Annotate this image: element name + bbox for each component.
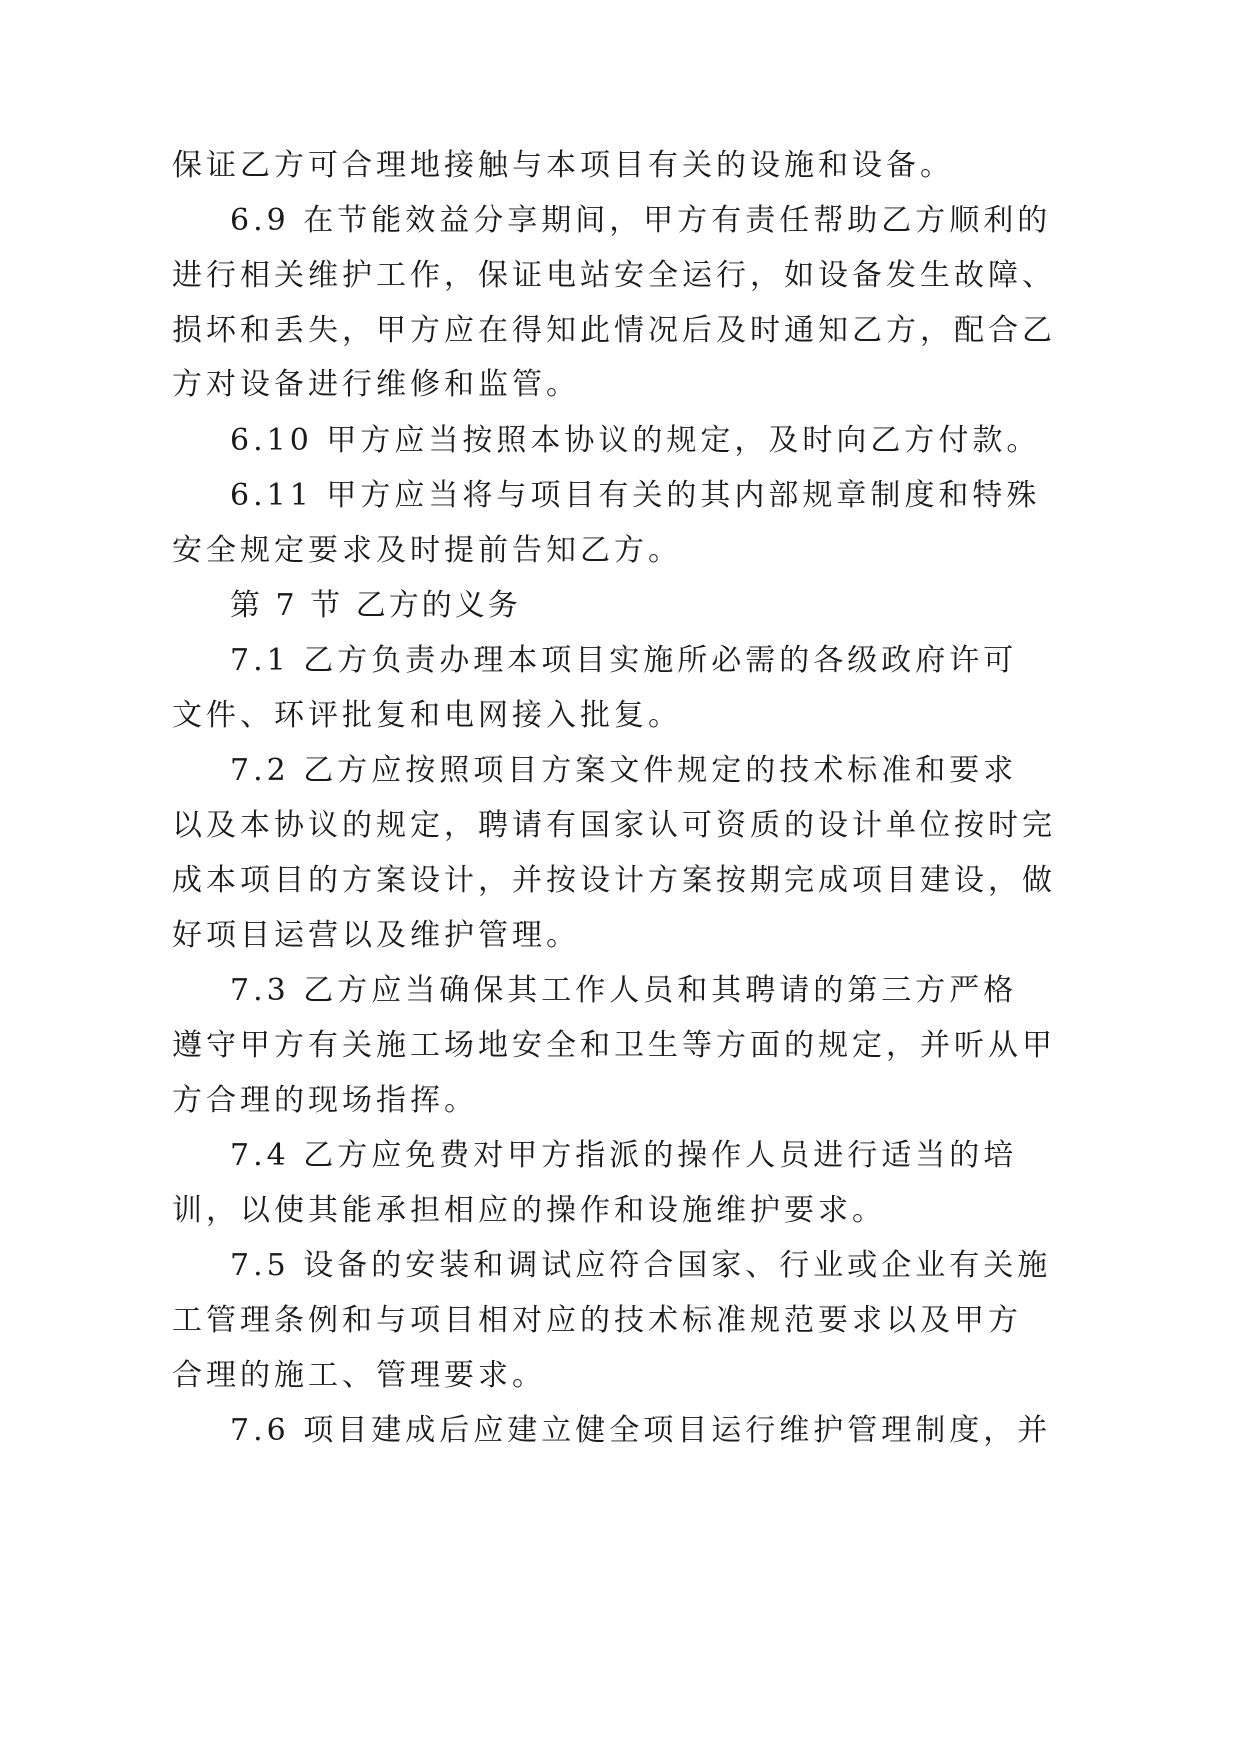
text-line: 训，以使其能承担相应的操作和设施维护要求。 bbox=[172, 1193, 886, 1228]
text-line: 损坏和丢失，甲方应在得知此情况后及时通知乙方，配合乙 bbox=[172, 313, 1056, 348]
text-line: 方合理的现场指挥。 bbox=[172, 1083, 478, 1118]
text-line: 以及本协议的规定，聘请有国家认可资质的设计单位按时完 bbox=[172, 808, 1056, 843]
text-line: 7.2 乙方应按照项目方案文件规定的技术标准和要求 bbox=[230, 753, 1018, 788]
text-line: 7.1 乙方负责办理本项目实施所必需的各级政府许可 bbox=[230, 643, 1018, 678]
section-heading: 第 7 节 乙方的义务 bbox=[230, 588, 521, 623]
text-line: 工管理条例和与项目相对应的技术标准规范要求以及甲方 bbox=[172, 1303, 1022, 1338]
text-line: 好项目运营以及维护管理。 bbox=[172, 918, 580, 953]
text-line: 6.9 在节能效益分享期间，甲方有责任帮助乙方顺利的 bbox=[230, 203, 1052, 238]
text-line: 保证乙方可合理地接触与本项目有关的设施和设备。 bbox=[172, 148, 954, 183]
text-line: 合理的施工、管理要求。 bbox=[172, 1358, 546, 1393]
text-line: 成本项目的方案设计，并按设计方案按期完成项目建设，做 bbox=[172, 863, 1056, 898]
text-line: 方对设备进行维修和监管。 bbox=[172, 367, 580, 402]
text-line: 7.3 乙方应当确保其工作人员和其聘请的第三方严格 bbox=[230, 973, 1018, 1008]
text-line: 7.6 项目建成后应建立健全项目运行维护管理制度，并 bbox=[230, 1413, 1052, 1448]
text-line: 遵守甲方有关施工场地安全和卫生等方面的规定，并听从甲 bbox=[172, 1028, 1056, 1063]
text-line: 7.4 乙方应免费对甲方指派的操作人员进行适当的培 bbox=[230, 1138, 1018, 1173]
text-line: 6.10 甲方应当按照本协议的规定，及时向乙方付款。 bbox=[230, 423, 1041, 458]
text-line: 安全规定要求及时提前告知乙方。 bbox=[172, 533, 682, 568]
text-line: 7.5 设备的安装和调试应符合国家、行业或企业有关施 bbox=[230, 1248, 1052, 1283]
text-line: 进行相关维护工作，保证电站安全运行，如设备发生故障、 bbox=[172, 258, 1056, 293]
text-line: 文件、环评批复和电网接入批复。 bbox=[172, 698, 682, 733]
text-line: 6.11 甲方应当将与项目有关的其内部规章制度和特殊 bbox=[230, 478, 1041, 513]
